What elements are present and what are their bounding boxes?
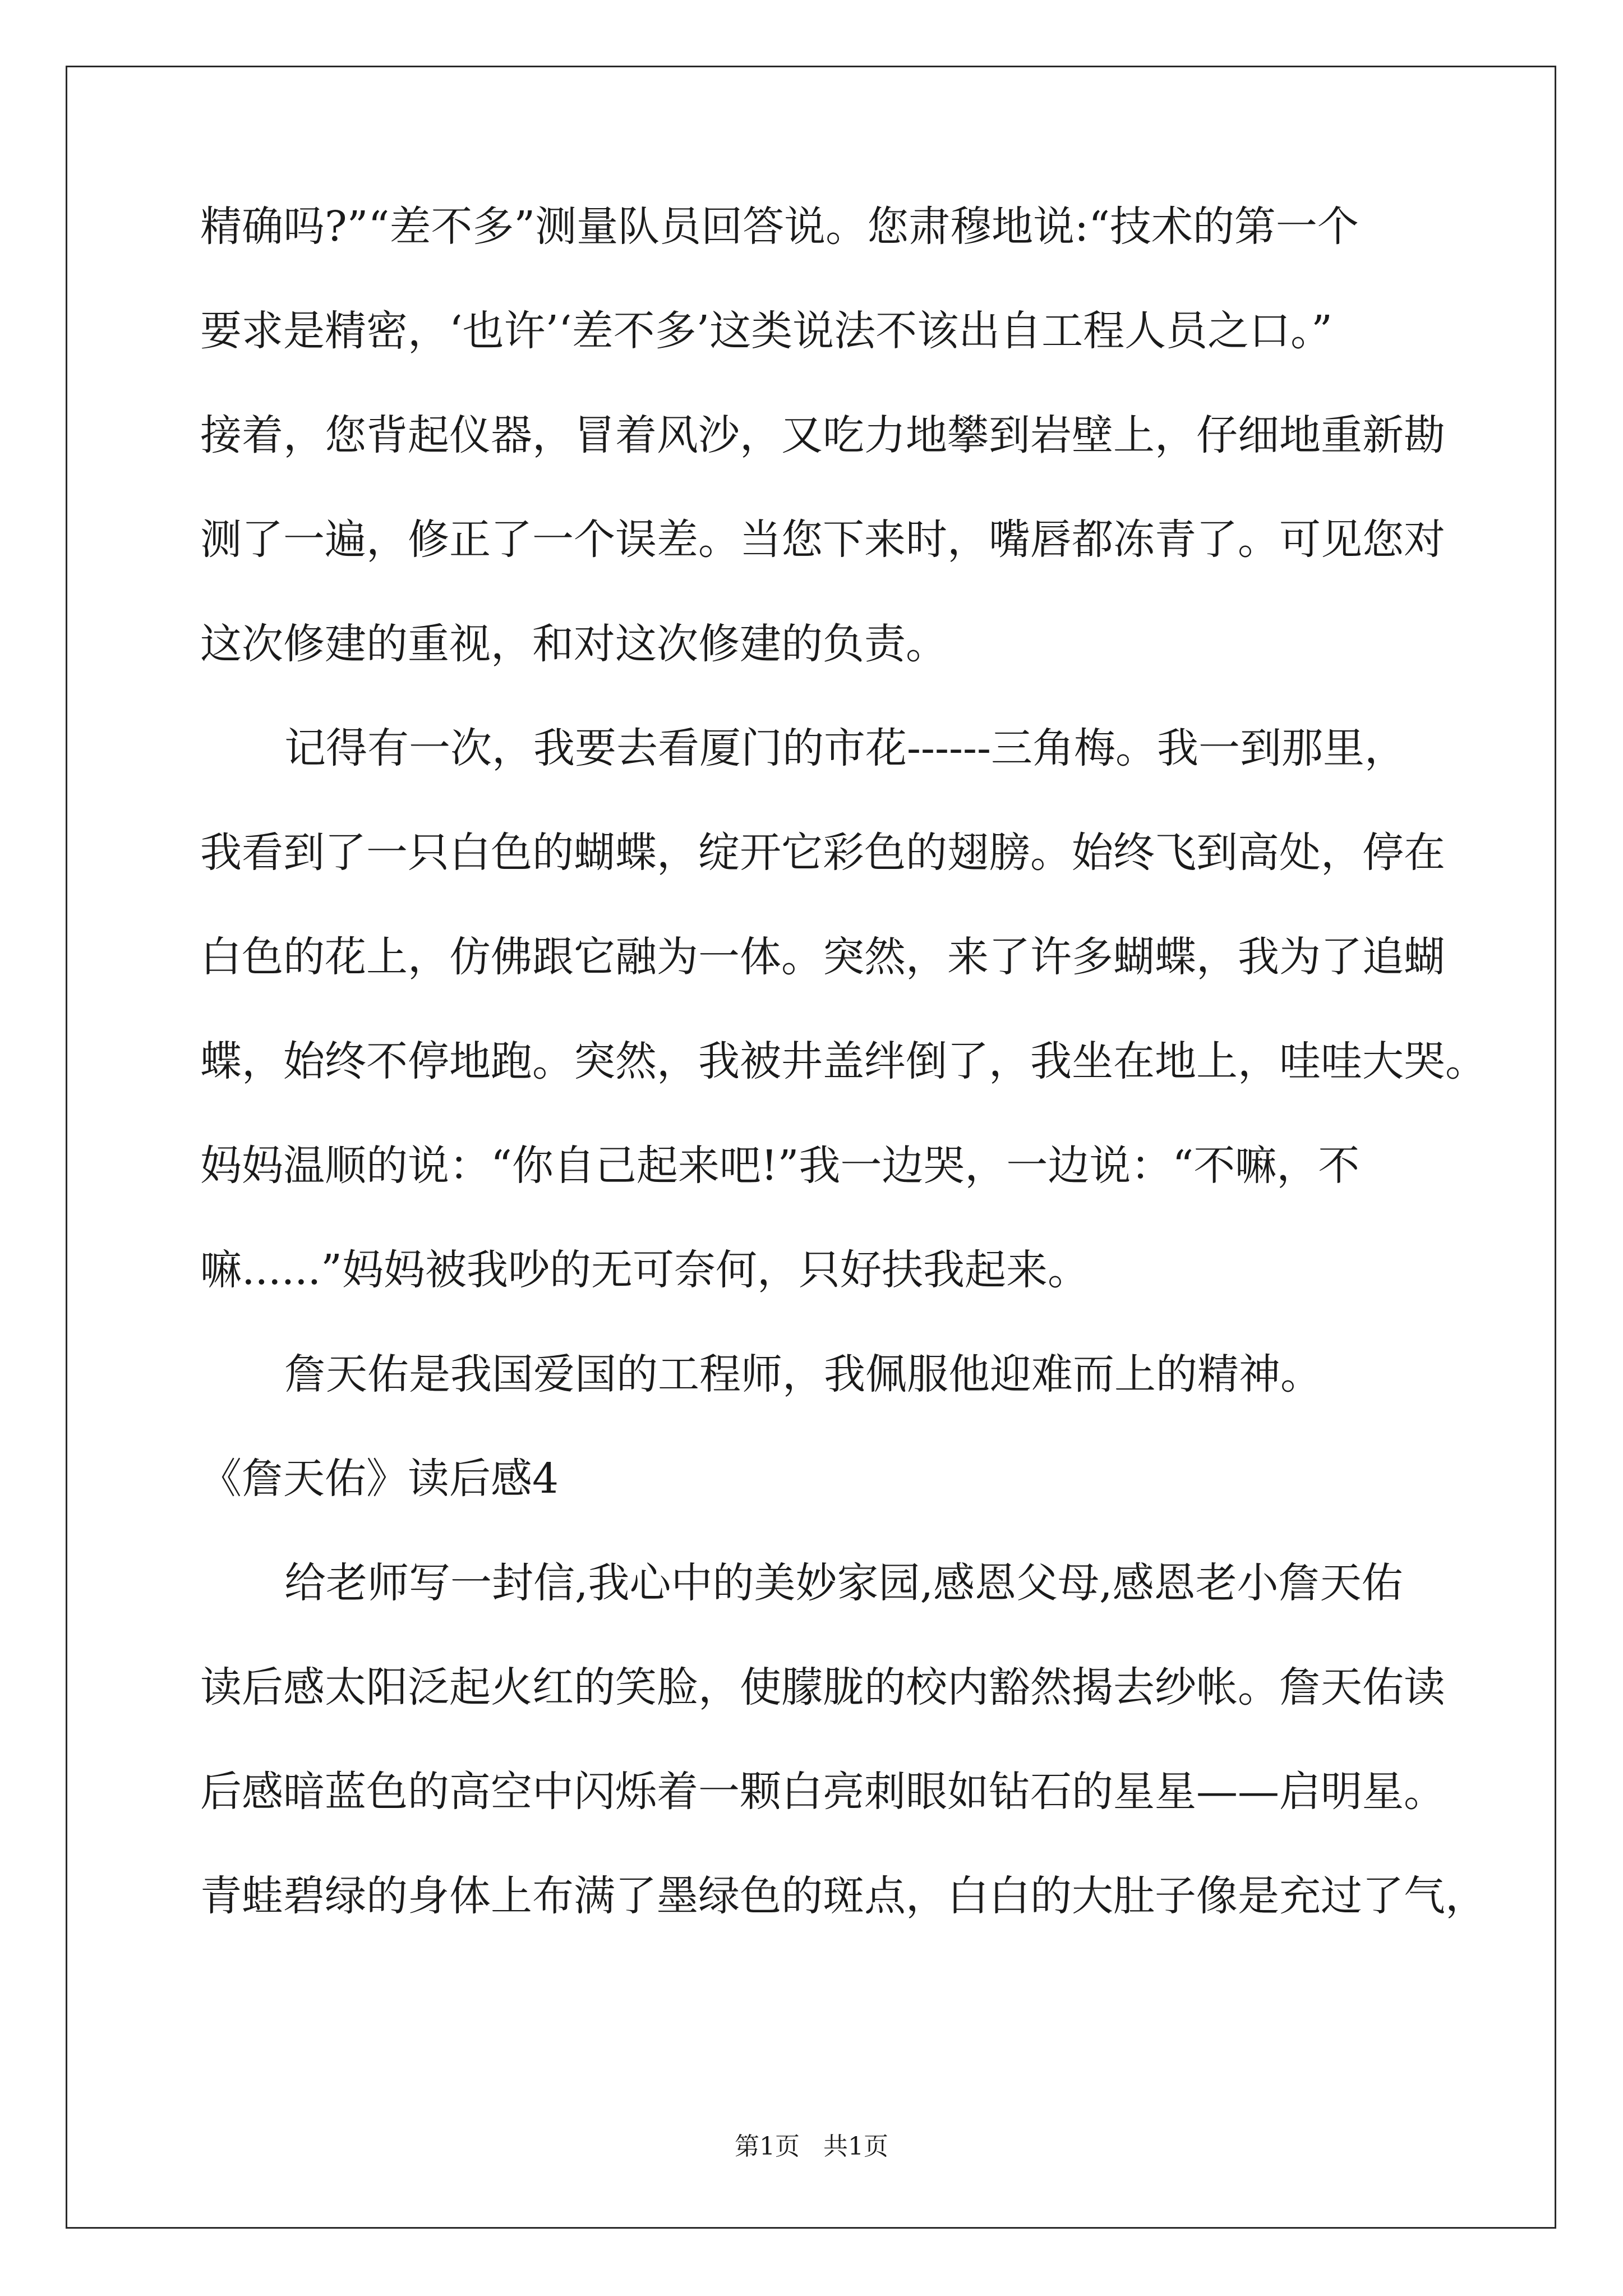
text-line: 后感暗蓝色的高空中闪烁着一颗白亮刺眼如钻石的星星——启明星。: [200, 1768, 1445, 1816]
text-line: 测了一遍，修正了一个误差。当您下来时，嘴唇都冻青了。可见您对: [200, 516, 1445, 564]
text-line: 接着，您背起仪器，冒着风沙，又吃力地攀到岩壁上，仔细地重新勘: [200, 411, 1445, 459]
text-line: 妈妈温顺的说：“你自己起来吧!”我一边哭，一边说：“不嘛，不: [200, 1142, 1360, 1190]
text-line: 读后感太阳泛起火红的笑脸，使朦胧的校内豁然揭去纱帐。詹天佑读: [200, 1663, 1445, 1711]
text-line: 白色的花上，仿佛跟它融为一体。突然，来了许多蝴蝶，我为了追蝴: [200, 933, 1445, 981]
text-line: 青蛙碧绿的身体上布满了墨绿色的斑点，白白的大肚子像是充过了气，: [200, 1872, 1487, 1920]
paragraph-start-line: 詹天佑是我国爱国的工程师，我佩服他迎难而上的精神。: [284, 1350, 1322, 1398]
paragraph-start-line: 记得有一次，我要去看厦门的市花------三角梅。我一到那里，: [284, 724, 1407, 772]
page-number-footer: 第1页 共1页: [735, 2132, 888, 2161]
text-line: 要求是精密，‘也许’‘差不多’这类说法不该出自工程人员之口。”: [200, 307, 1332, 355]
text-line: 精确吗?”“差不多”测量队员回答说。您肃穆地说:“技术的第一个: [200, 203, 1359, 251]
text-line: 这次修建的重视，和对这次修建的负责。: [200, 620, 947, 668]
section-heading: 《詹天佑》读后感4: [200, 1455, 559, 1503]
text-line: 蝶，始终不停地跑。突然，我被井盖绊倒了，我坐在地上，哇哇大哭。: [200, 1037, 1487, 1085]
text-line: 嘛......”妈妈被我吵的无可奈何，只好扶我起来。: [200, 1246, 1089, 1294]
paragraph-start-line: 给老师写一封信,我心中的美妙家园,感恩父母,感恩老小詹天佑: [284, 1559, 1403, 1607]
text-line: 我看到了一只白色的蝴蝶，绽开它彩色的翅膀。始终飞到高处，停在: [200, 829, 1445, 877]
